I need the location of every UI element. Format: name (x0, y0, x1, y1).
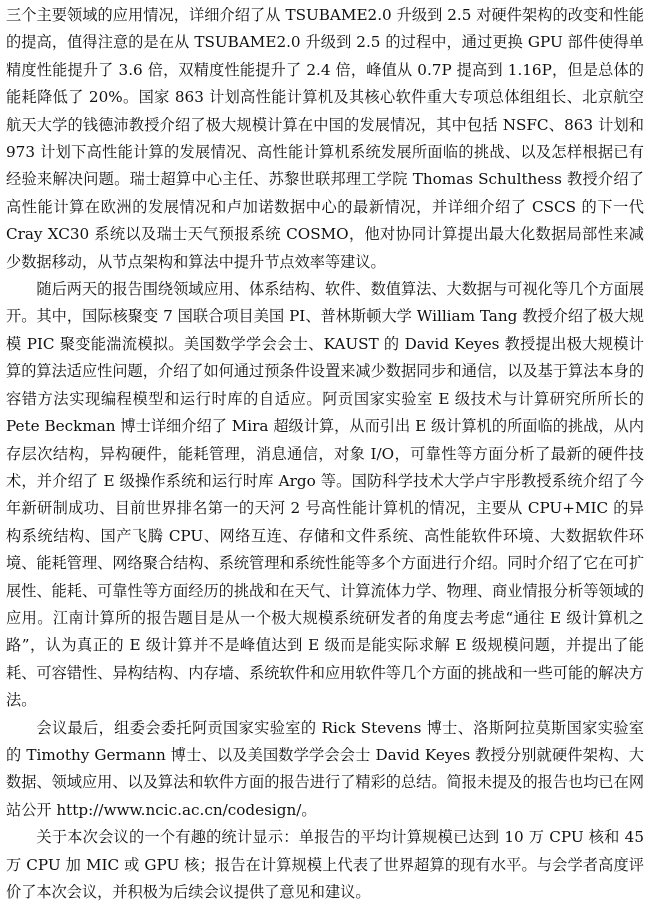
paragraph-continuation: 三个主要领域的应用情况，详细介绍了从 TSUBAME2.0 升级到 2.5 对硬件架构的改变和性能的提高，值得注意的是在从 TSUBAME2.0 升级到 2.5 的过程中，通过更换 GPU 部件使得单精度性能提升了 3.6 倍，双精度性能提升了 2.4 倍，峰值从 0.7P 提高到 1.16P，但是总体的能耗降低了 20%。国家 863 计划高性能计算机及其核心软件重大专项总体组组长、北京航空航天大学的钱德沛教授介绍了极大规模计算在中国的发展情况，其中包括 NSFC、863 计划和 973 计划下高性能计算的发展情况、高性能计算机系统发展所面临的挑战、以及怎样根据已有经验来解决问题。瑞士超算中心主任、苏黎世联邦理工学院 Thomas Schulthess 教授介绍了高性能计算在欧洲的发展情况和卢加诺数据中心的最新情况，并详细介绍了 CSCS 的下一代 Cray XC30 系统以及瑞士天气预报系统 COSMO，他对协同计算提出最大化数据局部性来减少数据移动，从节点架构和算法中提升节点效率等建议。 (6, 6, 644, 271)
paragraph-summary: 会议最后，组委会委托阿贡国家实验室的 Rick Stevens 博士、洛斯阿拉莫斯国家实验室的 Timothy Germann 博士、以及美国数学学会会士 David Keyes 教授分别就硬件架构、大数据、领域应用、以及算法和软件方面的报告进行了精彩的总结。简报未提及的报告也均已在网站公开 http://www.ncic.ac.cn/codesign/。 (6, 718, 644, 819)
paragraph-reports: 随后两天的报告围绕领域应用、体系结构、软件、数值算法、大数据与可视化等几个方面展开。其中，国际核聚变 7 国联合项目美国 PI、普林斯顿大学 William Tang 教授介绍了极大规模 PIC 聚变能湍流模拟。美国数学学会会士、KAUST 的 David Keyes 教授提出极大规模计算的算法适应性问题，介绍了如何通过预条件设置来减少数据同步和通信，以及基于算法本身的容错方法实现编程模型和运行时库的自适应。阿贡国家实验室 E 级技术与计算研究所所长的 Pete Beckman 博士详细介绍了 Mira 超级计算，从而引出 E 级计算机的所面临的挑战，从内存层次结构，异构硬件，能耗管理，消息通信，对象 I/O，可靠性等方面分析了最新的硬件技术，并介绍了 E 级操作系统和运行时库 Argo 等。国防科学技术大学卢宇彤教授系统介绍了今年新研制成功、目前世界排名第一的天河 2 号高性能计算机的情况，主要从 CPU+MIC 的异构系统结构、国产飞腾 CPU、网络互连、存储和文件系统、高性能软件环境、大数据软件环境、能耗管理、网络聚合结构、系统管理和系统性能等多个方面进行介绍。同时介绍了它在可扩展性、能耗、可靠性等方面经历的挑战和在天气、计算流体力学、物理、商业情报分析等领域的应用。江南计算所的报告题目是从一个极大规模系统研发者的角度去考虑“通往 E 级计算机之路”，认为真正的 E 级计算并不是峰值达到 E 级而是能实际求解 E 级规模问题，并提出了能耗、可容错性、异构结构、内存墙、系统软件和应用软件等几个方面的挑战和一些可能的解决方法。 (6, 280, 644, 710)
paragraph-statistics: 关于本次会议的一个有趣的统计显示：单报告的平均计算规模已达到 10 万 CPU 核和 45 万 CPU 加 MIC 或 GPU 核；报告在计算规模上代表了世界超算的现有水平。与会学者高度评价了本次会议，并积极为后续会议提供了意见和建议。 (6, 828, 644, 901)
